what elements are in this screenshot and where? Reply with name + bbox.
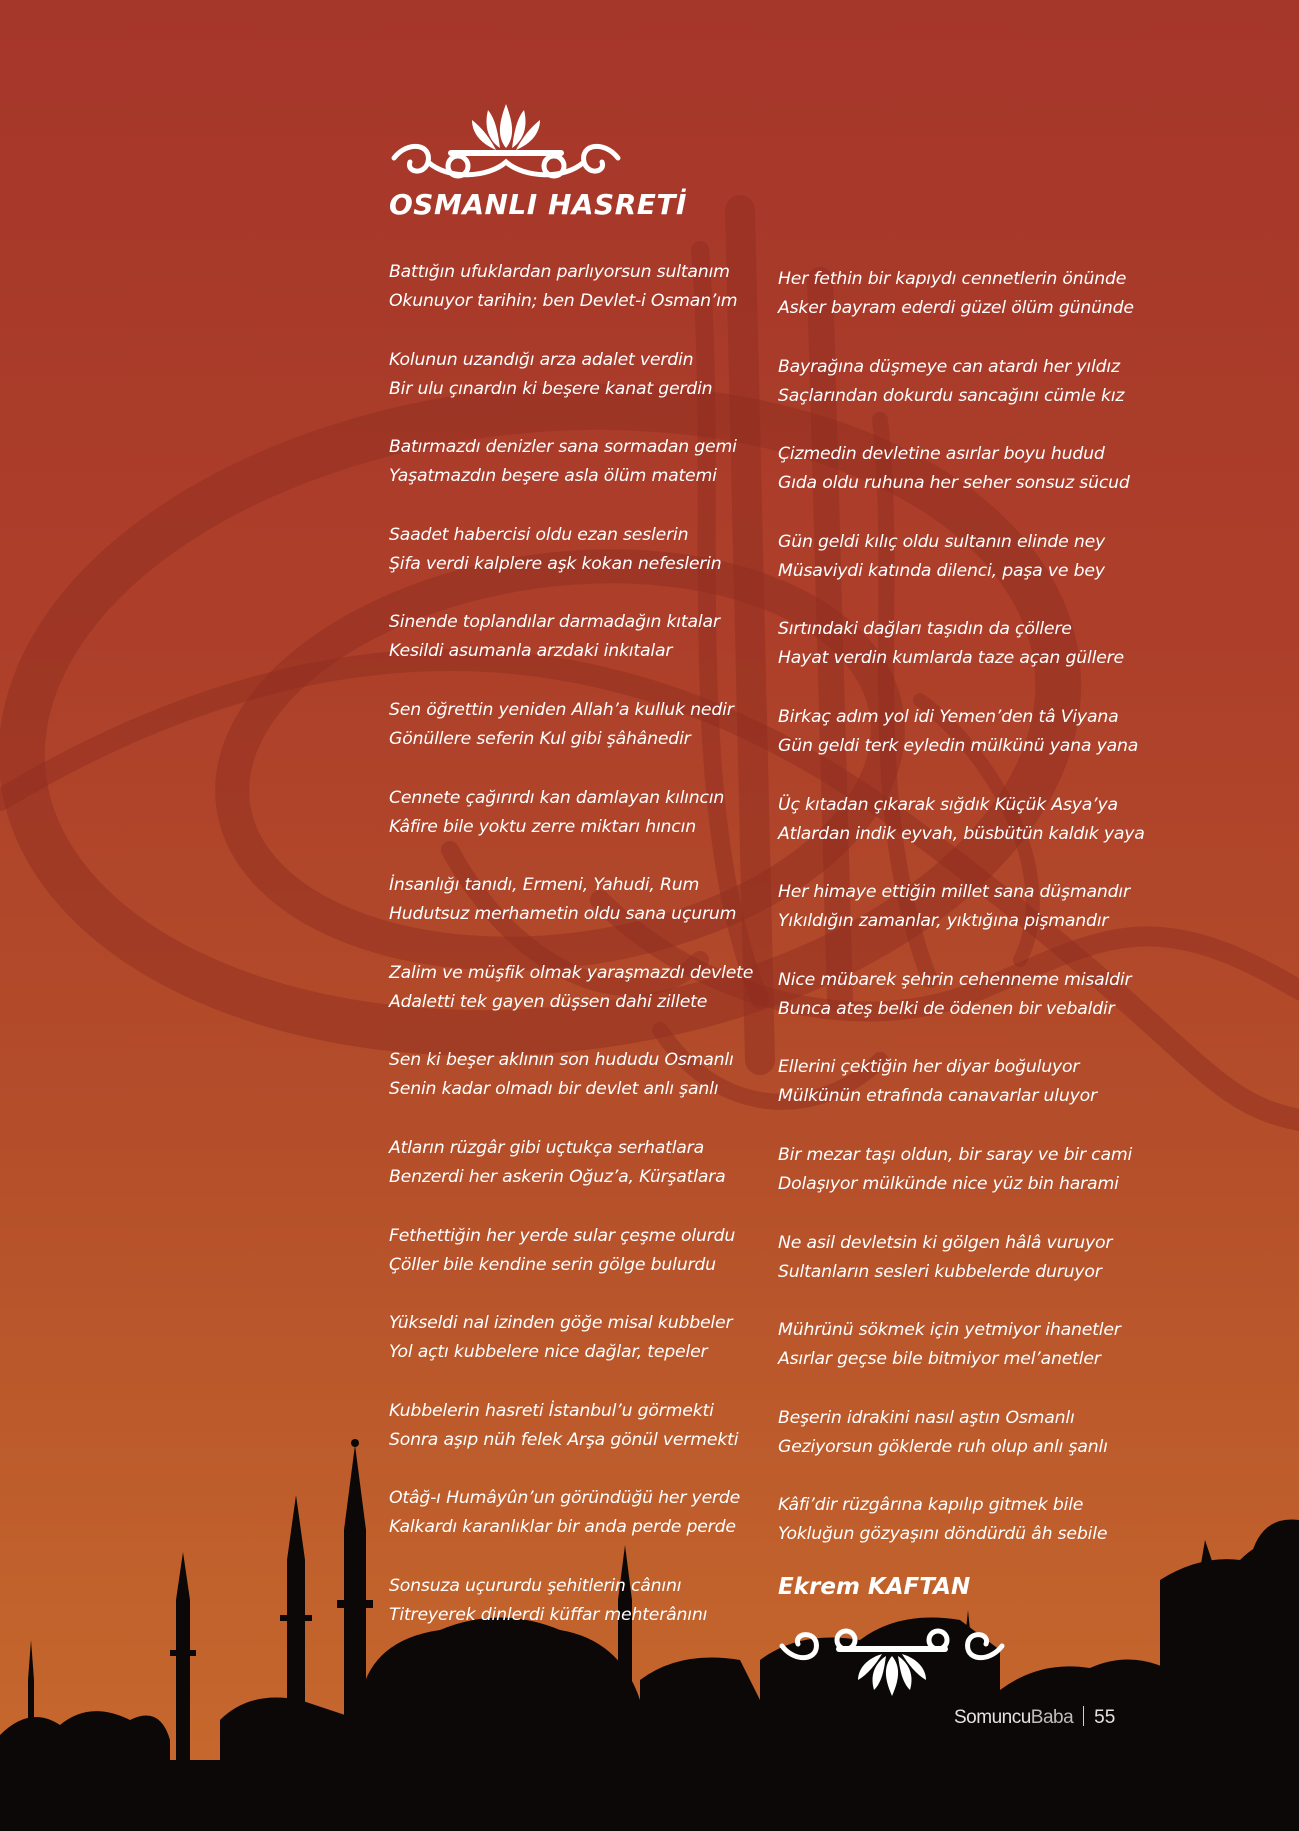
- poem-stanza: [778, 440, 1158, 528]
- poem-line: Kalkardı karanlıklar bir anda perde perde: [389, 1517, 736, 1538]
- poem-line: Üç kıtadan çıkarak sığdık Küçük Asya’ya: [778, 794, 1118, 815]
- poem-stanza: [389, 1222, 769, 1310]
- poem-title: OSMANLI HASRETİ: [389, 188, 687, 221]
- poem-stanza: [778, 1053, 1158, 1141]
- poem-line: Sonra aşıp nüh felek Arşa gönül vermekti: [389, 1429, 739, 1450]
- poem-line: Sinende toplandılar darmadağın kıtalar: [389, 612, 720, 633]
- poem-line: Adaletti tek gayen düşsen dahi zillete: [389, 991, 708, 1012]
- poem-line: Yaşatmazdın beşere asla ölüm matemi: [389, 466, 717, 487]
- poem-line: Hayat verdin kumlarda taze açan güllere: [778, 648, 1124, 669]
- poem-line: Saadet habercisi oldu ezan seslerin: [389, 524, 689, 545]
- poem-line: Bir ulu çınardın ki beşere kanat gerdin: [389, 378, 713, 399]
- poem-line: Sultanların sesleri kubbelerde duruyor: [778, 1261, 1102, 1282]
- poem-line: Asırlar geçse bile bitmiyor mel’anetler: [778, 1349, 1101, 1370]
- magazine-brand-part2: Baba: [1030, 1707, 1074, 1728]
- poem-line: Gün geldi terk eyledin mülkünü yana yana: [778, 735, 1139, 756]
- poem-line: Battığın ufuklardan parlıyorsun sultanım: [389, 262, 730, 282]
- poem-line: Beşerin idrakini nasıl aştın Osmanlı: [778, 1407, 1075, 1428]
- poem-line: Bayrağına düşmeye can atardı her yıldız: [778, 356, 1120, 377]
- poem-line: Nice mübarek şehrin cehenneme misaldir: [778, 969, 1132, 990]
- poem-line: Cennete çağırırdı kan damlayan kılıncın: [389, 787, 725, 808]
- poem-stanza: [778, 966, 1158, 1054]
- poem-stanza: [778, 353, 1158, 441]
- poem-line: Birkaç adım yol idi Yemen’den tâ Viyana: [778, 706, 1119, 727]
- poem-line: Titreyerek dinlerdi küffar mehterânını: [389, 1604, 708, 1625]
- poem-line: Benzerdi her askerin Oğuz’a, Kürşatlara: [389, 1166, 726, 1187]
- poem-line: Okunuyor tarihin; ben Devlet-i Osman’ım: [389, 291, 738, 311]
- poem-stanza: [778, 1316, 1158, 1404]
- poem-stanza: [389, 871, 769, 959]
- poem-line: Mülkünün etrafında canavarlar uluyor: [778, 1086, 1097, 1107]
- poem-line: Sen ki beşer aklının son hududu Osmanlı: [389, 1050, 734, 1071]
- poem-line: Yıkıldığın zamanlar, yıktığına pişmandır: [778, 911, 1109, 932]
- poem-line: Batırmazdı denizler sana sormadan gemi: [389, 437, 737, 458]
- poem-line: Kesildi asumanla arzdaki inkıtalar: [389, 641, 673, 662]
- poem-line: Gıda oldu ruhuna her seher sonsuz sücud: [778, 473, 1130, 494]
- poem-line: Sırtındaki dağları taşıdın da çöllere: [778, 619, 1072, 640]
- poem-stanza: [778, 265, 1158, 353]
- footer-separator: [1083, 1706, 1084, 1726]
- poem-line: Mührünü sökmek için yetmiyor ihanetler: [778, 1320, 1121, 1341]
- poem-stanza: [778, 1229, 1158, 1317]
- poem-line: Asker bayram ederdi güzel ölüm gününde: [778, 298, 1134, 318]
- poem-column-left: [389, 258, 769, 1660]
- poem-line: Sonsuza uçururdu şehitlerin cânını: [389, 1575, 682, 1596]
- poem-stanza: [778, 1491, 1158, 1579]
- poem-stanza: [389, 696, 769, 784]
- bottom-ornament-flourish: [776, 1626, 1008, 1700]
- poem-line: Zalim ve müşfik olmak yaraşmazdı devlete: [389, 962, 754, 983]
- poem-line: Müsaviydi katında dilenci, paşa ve bey: [778, 560, 1105, 581]
- poem-stanza: [389, 521, 769, 609]
- poem-line: Şifa verdi kalplere aşk kokan nefeslerin: [389, 553, 722, 574]
- page-number: 55: [1094, 1707, 1116, 1728]
- poem-stanza: [389, 1046, 769, 1134]
- poem-line: Yükseldi nal izinden göğe misal kubbeler: [389, 1313, 733, 1334]
- poem-stanza: [778, 878, 1158, 966]
- poem-stanza: [778, 615, 1158, 703]
- poem-line: Sen öğrettin yeniden Allah’a kulluk nedir: [389, 699, 734, 720]
- poem-stanza: [389, 959, 769, 1047]
- poem-stanza: [389, 433, 769, 521]
- poem-column-right: [778, 265, 1158, 1579]
- poem-stanza: [389, 1397, 769, 1485]
- poem-line: Kâfire bile yoktu zerre miktarı hıncın: [389, 816, 696, 837]
- poem-stanza: [389, 1309, 769, 1397]
- poem-line: Atların rüzgâr gibi uçtukça serhatlara: [389, 1137, 704, 1158]
- poem-stanza: [778, 703, 1158, 791]
- poem-stanza: [778, 1141, 1158, 1229]
- poem-line: Ellerini çektiğin her diyar boğuluyor: [778, 1057, 1080, 1078]
- poem-stanza: [389, 346, 769, 434]
- poem-line: Çöller bile kendine serin gölge bulurdu: [389, 1254, 716, 1275]
- poem-stanza: [778, 528, 1158, 616]
- poem-stanza: [389, 258, 769, 346]
- poem-line: Yokluğun gözyaşını döndürdü âh sebile: [778, 1524, 1108, 1545]
- poem-stanza: [389, 608, 769, 696]
- poem-line: Çizmedin devletine asırlar boyu hudud: [778, 444, 1105, 465]
- poem-line: Ne asil devletsin ki gölgen hâlâ vuruyor: [778, 1232, 1113, 1253]
- poem-line: Her fethin bir kapıydı cennetlerin önünde: [778, 269, 1127, 289]
- poem-line: Otâğ-ı Humâyûn’un göründüğü her yerde: [389, 1488, 741, 1509]
- poem-line: Gönüllere seferin Kul gibi şâhânedir: [389, 728, 691, 749]
- poem-line: Her himaye ettiğin millet sana düşmandır: [778, 882, 1130, 903]
- top-ornament-flourish: [388, 100, 624, 182]
- poem-line: Dolaşıyor mülkünde nice yüz bin harami: [778, 1173, 1119, 1194]
- poem-line: Kolunun uzandığı arza adalet verdin: [389, 349, 694, 370]
- poem-line: Senin kadar olmadı bir devlet anlı şanlı: [389, 1079, 719, 1100]
- poem-line: Hudutsuz merhametin oldu sana uçurum: [389, 904, 737, 925]
- page-footer: [954, 1706, 1115, 1729]
- poem-line: Yol açtı kubbelere nice dağlar, tepeler: [389, 1342, 708, 1363]
- poem-author: Ekrem KAFTAN: [778, 1574, 971, 1600]
- poem-line: Kubbelerin hasreti İstanbul’u görmekti: [389, 1400, 714, 1421]
- poem-line: Bunca ateş belki de ödenen bir vebaldir: [778, 998, 1115, 1019]
- poem-stanza: [389, 1484, 769, 1572]
- poem-stanza: [778, 791, 1158, 879]
- poem-line: Bir mezar taşı oldun, bir saray ve bir cami: [778, 1144, 1133, 1165]
- poem-line: İnsanlığı tanıdı, Ermeni, Yahudi, Rum: [389, 875, 700, 896]
- poem-line: Atlardan indik eyvah, büsbütün kaldık yaya: [778, 823, 1145, 844]
- magazine-brand-part1: Somuncu: [954, 1707, 1031, 1728]
- poem-line: Kâfi’dir rüzgârına kapılıp gitmek bile: [778, 1495, 1084, 1516]
- poem-line: Fethettiğin her yerde sular çeşme olurdu: [389, 1225, 736, 1246]
- poem-line: Geziyorsun göklerde ruh olup anlı şanlı: [778, 1436, 1108, 1457]
- poem-stanza: [778, 1404, 1158, 1492]
- poem-stanza: [389, 784, 769, 872]
- poem-line: Gün geldi kılıç oldu sultanın elinde ney: [778, 531, 1106, 552]
- poem-stanza: [389, 1572, 769, 1660]
- poem-line: Saçlarından dokurdu sancağını cümle kız: [778, 385, 1125, 406]
- poem-stanza: [389, 1134, 769, 1222]
